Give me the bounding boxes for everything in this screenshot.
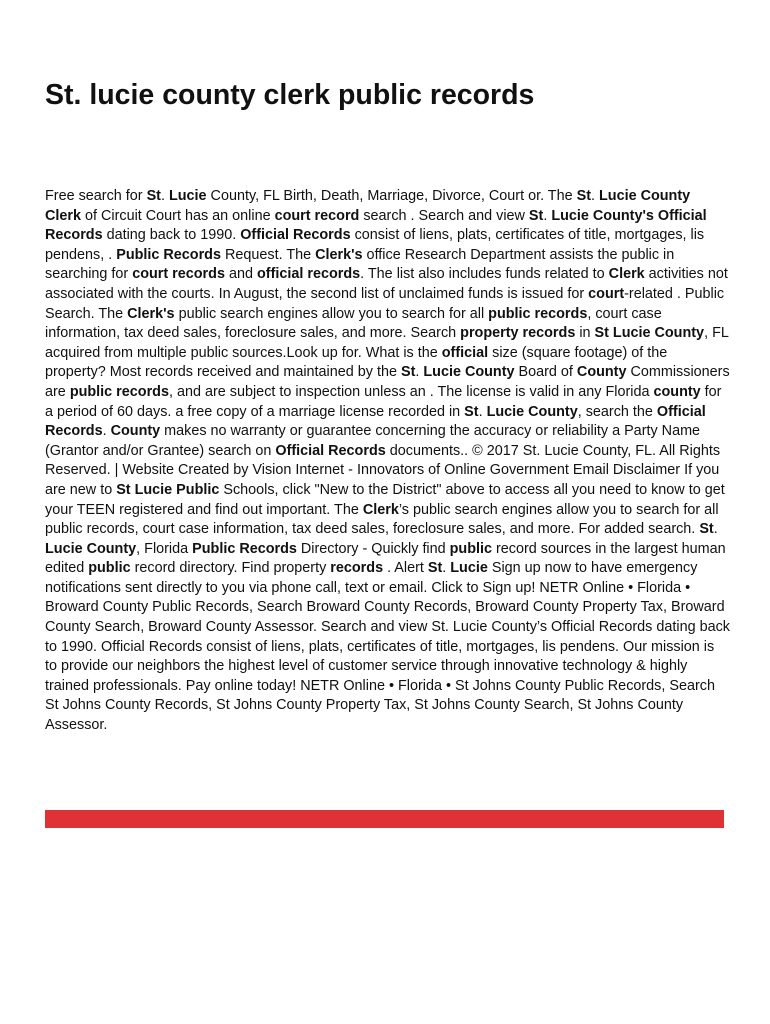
- keyword-bold: Lucie County: [486, 403, 578, 420]
- keyword-bold: county: [653, 383, 701, 400]
- keyword-bold: St: [576, 188, 591, 204]
- body-text: public search engines allow you to search for all: [174, 305, 489, 322]
- keyword-bold: court records: [132, 266, 225, 283]
- body-text: , court case information, tax deed sales, foreclosure sales, and more. Search: [45, 305, 666, 342]
- body-text: makes no warranty or guarantee concerning the accuracy or reliability a Party Name (Grantor and/or Grantee) search on: [45, 423, 705, 459]
- body-text: for a period of 60 days. a free copy of a marriage license recorded in: [45, 383, 726, 420]
- keyword-bold: Lucie County: [423, 364, 515, 381]
- keyword-bold: Official Records: [275, 442, 386, 459]
- body-text: documents.. © 2017 St. Lucie County, FL. All Rights Reserved. | Website Created by Vision Internet - Innovators of Online Government Email Disclaimer If you are new to: [45, 442, 725, 498]
- keyword-bold: official: [441, 344, 489, 361]
- body-text: activities not associated with the courts. In August, the second list of unclaimed funds is issued for: [45, 266, 732, 302]
- body-text: Schools, click "New to the District" above to access all you need to know to get your TEEN registered and find out important. The: [45, 481, 729, 518]
- body-text: office Research Department assists the public in searching for: [45, 246, 679, 283]
- keyword-bold: Lucie: [450, 560, 488, 577]
- keyword-bold: St: [528, 207, 544, 224]
- keyword-bold: Official Records: [240, 227, 351, 244]
- body-text: search . Search and view: [359, 207, 529, 224]
- keyword-bold: records: [330, 560, 384, 577]
- keyword-bold: St: [400, 364, 416, 381]
- body-text: Request. The: [220, 246, 316, 263]
- keyword-bold: Public Records: [192, 540, 297, 557]
- keyword-bold: St: [146, 188, 161, 204]
- keyword-bold: Clerk: [608, 266, 645, 283]
- keyword-bold: St: [427, 560, 443, 577]
- keyword-bold: County: [576, 364, 627, 381]
- body-text: in: [575, 325, 595, 342]
- body-text: .: [160, 188, 169, 204]
- keyword-bold: court record: [274, 207, 360, 224]
- page-title: St. lucie county clerk public records: [45, 79, 535, 111]
- body-text: dating back to 1990.: [102, 227, 241, 244]
- keyword-bold: official records: [256, 266, 361, 283]
- keyword-bold: Public Records: [116, 246, 221, 263]
- body-text: County, FL Birth, Death, Marriage, Divorce, Court or. The: [206, 188, 577, 204]
- body-text: , Florida: [136, 540, 193, 557]
- keyword-bold: public records: [69, 383, 169, 400]
- body-text: Board of: [514, 364, 577, 381]
- keyword-bold: Lucie: [168, 188, 207, 204]
- keyword-bold: St Lucie County: [594, 325, 705, 342]
- keyword-bold: Lucie County Clerk: [45, 188, 695, 224]
- keyword-bold: St Lucie Public: [116, 481, 220, 498]
- keyword-bold: public: [88, 560, 131, 577]
- body-text: size (square footage) of the property? Most records received and maintained by the: [45, 344, 672, 381]
- body-text: -related . Public Search. The: [45, 285, 729, 322]
- keyword-bold: Clerk: [362, 501, 399, 518]
- keyword-bold: St: [464, 403, 479, 420]
- footer-bar: [45, 810, 724, 828]
- keyword-bold: County: [110, 423, 161, 440]
- keyword-bold: St: [699, 521, 714, 538]
- body-text: and: [224, 266, 257, 283]
- body-text: , FL acquired from multiple public sources.Look up for. What is the: [45, 325, 733, 361]
- body-text: .: [543, 207, 552, 224]
- body-text: record sources in the largest human edited: [45, 540, 730, 577]
- body-text: of Circuit Court has an online: [81, 207, 275, 224]
- body-text: .: [713, 521, 722, 538]
- body-text: Directory - Quickly find: [296, 540, 450, 557]
- body-text: .: [415, 364, 424, 381]
- article-body: [45, 187, 734, 736]
- body-text: Sign up now to have emergency notifications sent directly to you via phone call, text or email. Click to Sign up! NETR Online • Florida • Broward County Public Records, Search Broward County Records, Broward County Property Tax, Broward County Search, Broward County Assessor. Search and view St. Lucie County’s Official Records dating back to 1990. Official Records consist of liens, plats, certificates of title, mortgages, lis pendens. Our mission is to provide our neighbors the highest level of customer service through innovative technology & highly trained professionals. Pay online today! NETR Online • Florida • St Johns County Public Records, Search St Johns County Records, St Johns County Property Tax, St Johns County Search, St Johns County Assessor.: [45, 560, 734, 734]
- keyword-bold: Clerk's: [315, 246, 363, 263]
- keyword-bold: public: [449, 540, 493, 557]
- keyword-bold: public records: [488, 305, 588, 322]
- body-text: , search the: [577, 403, 657, 420]
- body-text: Commissioners are: [45, 364, 734, 400]
- keyword-bold: property records: [460, 325, 576, 342]
- keyword-bold: Clerk's: [127, 305, 175, 322]
- keyword-bold: Lucie County's Official Records: [45, 207, 711, 244]
- keyword-bold: court: [588, 285, 625, 302]
- body-text: ’s public search engines allow you to search for all public records, court case information, tax deed sales, foreclosure sales, and more. For added search.: [45, 501, 723, 538]
- keyword-bold: Official Records: [45, 403, 710, 440]
- body-text: consist of liens, plats, certificates of title, mortgages, lis pendens, .: [45, 227, 709, 263]
- body-text: record directory. Find property: [130, 560, 331, 577]
- keyword-bold: Lucie County: [45, 540, 137, 557]
- body-text: .: [591, 188, 599, 204]
- body-text: .: [102, 423, 111, 440]
- body-text: , and are subject to inspection unless an . The license is valid in any Florida: [168, 383, 654, 400]
- body-text: .: [478, 403, 487, 420]
- body-text: . Alert: [383, 560, 428, 577]
- body-text: . The list also includes funds related to: [360, 266, 609, 283]
- body-text: Free search for: [45, 188, 147, 204]
- body-text: .: [442, 560, 451, 577]
